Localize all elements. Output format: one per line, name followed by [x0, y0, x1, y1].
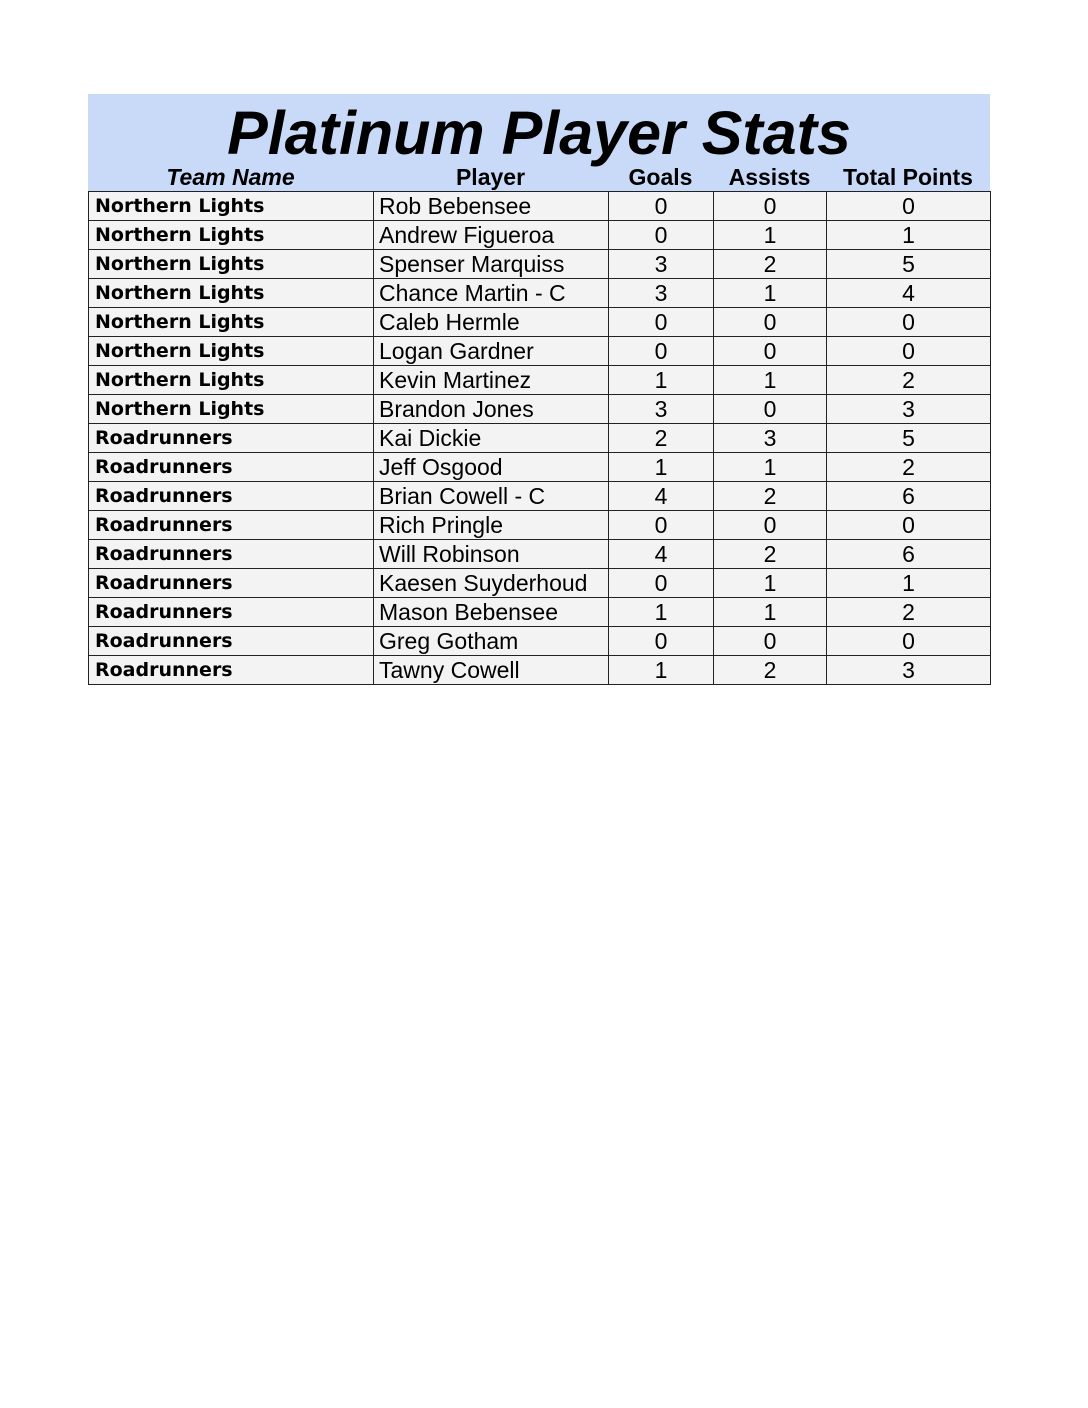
team-name-cell: Northern Lights [89, 308, 374, 337]
player-name-cell: Logan Gardner [374, 337, 609, 366]
player-name-cell: Kaesen Suyderhoud [374, 569, 609, 598]
assists-cell: 0 [714, 192, 827, 221]
team-name-cell: Northern Lights [89, 221, 374, 250]
assists-cell: 1 [714, 279, 827, 308]
stats-sheet [88, 94, 990, 685]
team-name-cell: Roadrunners [89, 569, 374, 598]
team-name-cell: Northern Lights [89, 279, 374, 308]
assists-cell: 3 [714, 424, 827, 453]
team-name-cell: Northern Lights [89, 366, 374, 395]
table-row [89, 192, 991, 221]
table-row [89, 279, 991, 308]
page-title: Platinum Player Stats [227, 99, 851, 167]
total-points-cell: 1 [827, 569, 991, 598]
player-name-cell: Kevin Martinez [374, 366, 609, 395]
table-row [89, 627, 991, 656]
player-name-cell: Kai Dickie [374, 424, 609, 453]
assists-cell: 1 [714, 453, 827, 482]
assists-cell: 0 [714, 308, 827, 337]
total-points-cell: 3 [827, 656, 991, 685]
team-name-cell: Roadrunners [89, 598, 374, 627]
total-points-cell: 2 [827, 366, 991, 395]
goals-cell: 0 [609, 337, 714, 366]
table-row [89, 250, 991, 279]
table-row [89, 308, 991, 337]
sheet-header [88, 94, 990, 191]
table-row [89, 366, 991, 395]
total-points-cell: 0 [827, 627, 991, 656]
table-row [89, 395, 991, 424]
total-points-cell: 5 [827, 250, 991, 279]
player-name-cell: Chance Martin - C [374, 279, 609, 308]
player-name-cell: Rob Bebensee [374, 192, 609, 221]
table-row [89, 598, 991, 627]
total-points-cell: 3 [827, 395, 991, 424]
goals-cell: 0 [609, 308, 714, 337]
table-row [89, 656, 991, 685]
total-points-cell: 2 [827, 598, 991, 627]
stats-table [88, 191, 991, 685]
team-name-cell: Roadrunners [89, 482, 374, 511]
player-name-cell: Greg Gotham [374, 627, 609, 656]
team-name-cell: Roadrunners [89, 540, 374, 569]
goals-cell: 0 [609, 569, 714, 598]
player-name-cell: Will Robinson [374, 540, 609, 569]
player-name-cell: Tawny Cowell [374, 656, 609, 685]
team-name-cell: Roadrunners [89, 656, 374, 685]
assists-cell: 0 [714, 395, 827, 424]
stats-table-body [89, 192, 991, 685]
assists-cell: 1 [714, 598, 827, 627]
player-header: Player [455, 164, 526, 190]
player-name-cell: Rich Pringle [374, 511, 609, 540]
team-name-cell: Roadrunners [89, 424, 374, 453]
goals-cell: 2 [609, 424, 714, 453]
goals-cell: 1 [609, 366, 714, 395]
table-row [89, 337, 991, 366]
total-points-cell: 0 [827, 511, 991, 540]
column-headers [88, 164, 990, 190]
assists-cell: 1 [714, 366, 827, 395]
team-name-cell: Northern Lights [89, 395, 374, 424]
goals-cell: 4 [609, 482, 714, 511]
assists-cell: 0 [714, 511, 827, 540]
total-points-cell: 4 [827, 279, 991, 308]
assists-cell: 0 [714, 627, 827, 656]
assists-cell: 2 [714, 540, 827, 569]
team-name-cell: Roadrunners [89, 453, 374, 482]
goals-cell: 3 [609, 395, 714, 424]
total-points-cell: 0 [827, 192, 991, 221]
goals-cell: 0 [609, 221, 714, 250]
player-name-cell: Spenser Marquiss [374, 250, 609, 279]
goals-cell: 0 [609, 627, 714, 656]
assists-header: Assists [728, 164, 811, 190]
total-points-cell: 1 [827, 221, 991, 250]
player-name-cell: Caleb Hermle [374, 308, 609, 337]
total-points-cell: 6 [827, 540, 991, 569]
goals-cell: 4 [609, 540, 714, 569]
table-row [89, 482, 991, 511]
goals-cell: 0 [609, 192, 714, 221]
team-name-cell: Northern Lights [89, 337, 374, 366]
assists-cell: 2 [714, 482, 827, 511]
assists-cell: 2 [714, 656, 827, 685]
goals-cell: 1 [609, 656, 714, 685]
team-name-cell: Roadrunners [89, 511, 374, 540]
assists-cell: 2 [714, 250, 827, 279]
assists-cell: 1 [714, 569, 827, 598]
player-name-cell: Brian Cowell - C [374, 482, 609, 511]
total-points-cell: 2 [827, 453, 991, 482]
table-row [89, 569, 991, 598]
total-points-cell: 0 [827, 337, 991, 366]
team-name-cell: Roadrunners [89, 627, 374, 656]
goals-cell: 0 [609, 511, 714, 540]
goals-cell: 1 [609, 453, 714, 482]
assists-cell: 1 [714, 221, 827, 250]
team-name-cell: Northern Lights [89, 192, 374, 221]
team-name-header: Team Name [166, 164, 295, 190]
player-name-cell: Jeff Osgood [374, 453, 609, 482]
player-name-cell: Brandon Jones [374, 395, 609, 424]
goals-cell: 1 [609, 598, 714, 627]
total-points-cell: 6 [827, 482, 991, 511]
goals-cell: 3 [609, 279, 714, 308]
table-row [89, 424, 991, 453]
total-points-cell: 0 [827, 308, 991, 337]
table-row [89, 221, 991, 250]
total-points-header: Total Points [843, 164, 973, 190]
table-row [89, 540, 991, 569]
goals-header: Goals [628, 164, 693, 190]
total-points-cell: 5 [827, 424, 991, 453]
assists-cell: 0 [714, 337, 827, 366]
player-name-cell: Andrew Figueroa [374, 221, 609, 250]
table-row [89, 453, 991, 482]
player-name-cell: Mason Bebensee [374, 598, 609, 627]
team-name-cell: Northern Lights [89, 250, 374, 279]
goals-cell: 3 [609, 250, 714, 279]
table-row [89, 511, 991, 540]
